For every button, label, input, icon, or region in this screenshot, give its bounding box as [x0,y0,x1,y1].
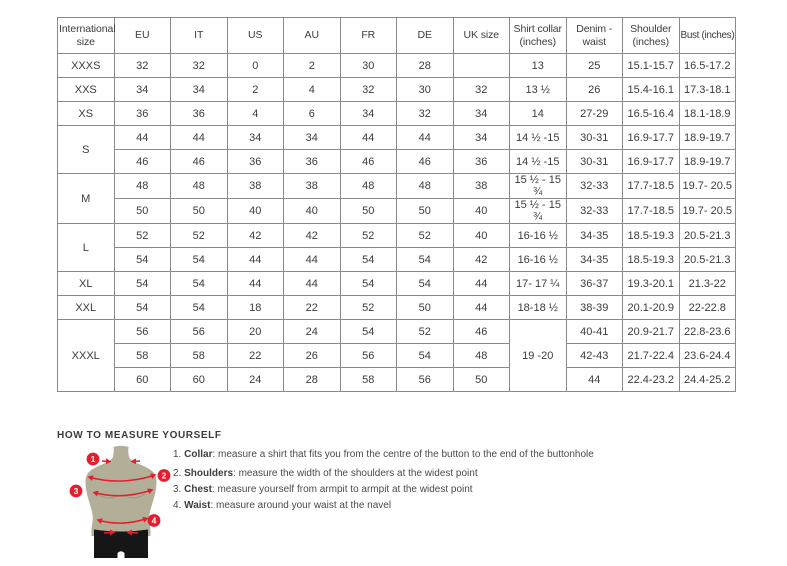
table-cell: 44 [114,126,171,150]
table-cell: 34 [453,126,510,150]
table-cell: 36 [227,150,284,174]
table-cell: 22 [284,296,341,320]
table-cell: 34 [114,78,171,102]
table-cell: 54 [397,248,454,272]
table-cell: 60 [114,368,171,392]
table-cell: 44 [171,126,228,150]
column-header: Shirt collar (inches) [510,18,567,54]
table-cell: 54 [114,272,171,296]
table-cell: 36-37 [566,272,623,296]
table-cell: 14 ½ -15 [510,150,567,174]
table-cell: 54 [114,296,171,320]
table-cell: 34 [453,102,510,126]
column-header: Shoulder (inches) [623,18,680,54]
table-cell: 18-18 ½ [510,296,567,320]
table-row [58,150,736,174]
measurement-figure-illustration [57,444,182,565]
table-cell: 44 [227,272,284,296]
table-cell: 14 ½ -15 [510,126,567,150]
table-row [58,102,736,126]
table-cell: 22.4-23.2 [623,368,680,392]
table-cell: 16.5-16.4 [623,102,680,126]
size-label-cell: S [58,126,115,174]
step-text: : measure a shirt that fits you from the centre of the button to the end of the buttonhole [212,449,594,460]
table-cell: 30 [397,78,454,102]
table-cell: 54 [114,248,171,272]
table-cell: 20 [227,320,284,344]
table-cell: 48 [171,174,228,199]
table-cell: 52 [397,224,454,248]
table-cell: 46 [397,150,454,174]
table-cell: 27-29 [566,102,623,126]
table-cell: 4 [284,78,341,102]
table-cell: 21.3-22 [679,272,736,296]
table-cell: 30-31 [566,150,623,174]
table-cell: 25 [566,54,623,78]
table-cell: 34 [227,126,284,150]
table-cell: 16.5-17.2 [679,54,736,78]
measure-section-heading: HOW TO MEASURE YOURSELF [57,430,222,441]
table-cell: 48 [453,344,510,368]
size-label-cell: XXL [58,296,115,320]
table-cell: 34-35 [566,224,623,248]
step-number: 4. [173,500,182,511]
table-cell: 48 [114,174,171,199]
collar-arrow-right [132,461,140,462]
table-cell: 54 [171,296,228,320]
measure-marker-1 [87,453,100,466]
table-cell: 58 [114,344,171,368]
step-number: 2. [173,468,182,479]
table-cell: 32-33 [566,174,623,199]
table-cell: 50 [453,368,510,392]
table-cell: 20.5-21.3 [679,248,736,272]
table-row [58,174,736,199]
table-cell [453,54,510,78]
size-table [57,17,736,392]
column-header: IT [171,18,228,54]
marker-1-number: 1 [90,454,96,464]
table-cell: 20.9-21.7 [623,320,680,344]
table-cell: 15 ½ - 15 ¾ [510,199,567,224]
table-cell: 38 [453,174,510,199]
table-cell: 50 [340,199,397,224]
table-cell: 18.1-18.9 [679,102,736,126]
table-cell: 19 -20 [510,320,567,392]
table-cell: 46 [171,150,228,174]
table-row [58,248,736,272]
table-cell: 32 [171,54,228,78]
table-cell: 34 [171,78,228,102]
measure-step [173,484,594,495]
table-cell: 18.5-19.3 [623,248,680,272]
column-header: US [227,18,284,54]
table-cell: 30 [340,54,397,78]
table-cell: 46 [340,150,397,174]
table-cell: 54 [340,272,397,296]
table-row [58,344,736,368]
table-cell: 44 [227,248,284,272]
table-cell: 56 [397,368,454,392]
column-header: FR [340,18,397,54]
table-cell: 36 [114,102,171,126]
table-cell: 34 [340,102,397,126]
step-label: Chest [184,484,212,495]
table-cell: 54 [171,248,228,272]
table-cell: 52 [397,320,454,344]
size-label-cell: XXS [58,78,115,102]
table-cell: 15 ½ - 15 ¾ [510,174,567,199]
table-cell: 44 [453,296,510,320]
column-header: AU [284,18,341,54]
table-cell: 50 [114,199,171,224]
table-cell: 54 [171,272,228,296]
table-cell: 4 [227,102,284,126]
table-cell: 44 [453,272,510,296]
table-row [58,368,736,392]
table-cell: 56 [171,320,228,344]
header-row [58,18,736,54]
table-cell: 14 [510,102,567,126]
table-cell: 42-43 [566,344,623,368]
table-cell: 32 [397,102,454,126]
table-cell: 58 [171,344,228,368]
table-cell: 32-33 [566,199,623,224]
table-cell: 22 [227,344,284,368]
step-label: Collar [184,449,213,460]
table-cell: 42 [284,224,341,248]
measure-step [173,500,594,511]
measure-marker-2 [158,469,171,482]
table-cell: 36 [284,150,341,174]
table-cell: 42 [453,248,510,272]
table-row [58,224,736,248]
table-cell: 52 [114,224,171,248]
table-row [58,126,736,150]
mannequin-shorts [94,530,148,559]
table-cell: 24 [284,320,341,344]
table-cell: 16-16 ½ [510,248,567,272]
table-cell: 20.5-21.3 [679,224,736,248]
table-row [58,54,736,78]
table-cell: 38 [227,174,284,199]
measure-step [173,468,594,479]
size-label-cell: L [58,224,115,272]
table-cell: 40-41 [566,320,623,344]
step-label: Shoulders [184,468,234,479]
table-cell: 56 [340,344,397,368]
table-cell: 40 [453,199,510,224]
table-row [58,272,736,296]
table-cell: 50 [171,199,228,224]
table-cell: 36 [171,102,228,126]
table-cell: 40 [284,199,341,224]
table-cell: 2 [227,78,284,102]
table-cell: 42 [227,224,284,248]
table-cell: 52 [340,224,397,248]
table-cell: 0 [227,54,284,78]
step-text: : measure yourself from armpit to armpit at the widest point [211,484,473,495]
size-label-cell: M [58,174,115,224]
table-row [58,199,736,224]
step-label: Waist [184,500,211,511]
table-cell: 50 [397,296,454,320]
table-cell: 15.1-15.7 [623,54,680,78]
table-cell: 16.9-17.7 [623,150,680,174]
measure-instructions-list [173,449,594,516]
table-cell: 16.9-17.7 [623,126,680,150]
table-cell: 54 [340,320,397,344]
table-cell: 22-22.8 [679,296,736,320]
table-cell: 44 [566,368,623,392]
step-number: 3. [173,484,182,495]
size-label-cell: XL [58,272,115,296]
table-cell: 34-35 [566,248,623,272]
step-text: : measure around your waist at the navel [210,500,392,511]
table-cell: 38-39 [566,296,623,320]
column-header: Denim - waist [566,18,623,54]
marker-2-number: 2 [161,470,167,481]
table-cell: 34 [284,126,341,150]
table-cell: 60 [171,368,228,392]
measure-marker-3 [70,485,83,498]
table-cell: 19.7- 20.5 [679,174,736,199]
table-cell: 19.7- 20.5 [679,199,736,224]
column-header: Bust (inches) [679,18,736,54]
table-cell: 13 [510,54,567,78]
table-cell: 58 [340,368,397,392]
table-cell: 26 [566,78,623,102]
collar-arrow-left [102,461,110,462]
table-cell: 48 [397,174,454,199]
table-cell: 44 [340,126,397,150]
column-header: DE [397,18,454,54]
table-cell: 44 [284,248,341,272]
table-cell: 19.3-20.1 [623,272,680,296]
table-cell: 23.6-24.4 [679,344,736,368]
column-header: UK size [453,18,510,54]
table-cell: 26 [284,344,341,368]
table-cell: 36 [453,150,510,174]
measure-marker-4 [148,514,161,527]
table-cell: 21.7-22.4 [623,344,680,368]
table-cell: 18.5-19.3 [623,224,680,248]
table-cell: 24 [227,368,284,392]
table-cell: 28 [284,368,341,392]
table-cell: 46 [114,150,171,174]
table-cell: 30-31 [566,126,623,150]
table-cell: 22.8-23.6 [679,320,736,344]
table-cell: 32 [340,78,397,102]
table-cell: 46 [453,320,510,344]
table-row [58,296,736,320]
table-cell: 40 [453,224,510,248]
marker-3-number: 3 [73,486,79,496]
table-cell: 6 [284,102,341,126]
table-cell: 52 [171,224,228,248]
table-cell: 56 [114,320,171,344]
table-cell: 32 [453,78,510,102]
column-header: International size [58,18,115,54]
table-cell: 54 [397,272,454,296]
table-cell: 2 [284,54,341,78]
column-header: EU [114,18,171,54]
table-cell: 18.9-19.7 [679,150,736,174]
table-cell: 54 [340,248,397,272]
table-cell: 28 [397,54,454,78]
table-row [58,320,736,344]
table-cell: 18 [227,296,284,320]
table-cell: 50 [397,199,454,224]
size-label-cell: XXXL [58,320,115,392]
table-cell: 32 [114,54,171,78]
measure-step [173,449,594,460]
table-cell: 17.7-18.5 [623,199,680,224]
marker-4-number: 4 [151,515,157,526]
step-text: : measure the width of the shoulders at the widest point [233,468,478,479]
table-cell: 52 [340,296,397,320]
table-cell: 48 [340,174,397,199]
step-number: 1. [173,449,182,460]
table-cell: 20.1-20.9 [623,296,680,320]
table-cell: 24.4-25.2 [679,368,736,392]
table-cell: 18.9-19.7 [679,126,736,150]
table-cell: 44 [284,272,341,296]
table-cell: 17.3-18.1 [679,78,736,102]
size-label-cell: XXXS [58,54,115,78]
table-cell: 54 [397,344,454,368]
waist-arrow-right [128,532,138,533]
size-label-cell: XS [58,102,115,126]
table-row [58,78,736,102]
table-cell: 44 [397,126,454,150]
table-cell: 15.4-16.1 [623,78,680,102]
waist-arrow-left [104,532,114,533]
table-cell: 13 ½ [510,78,567,102]
table-cell: 17- 17 ¼ [510,272,567,296]
table-cell: 17.7-18.5 [623,174,680,199]
table-cell: 16-16 ½ [510,224,567,248]
table-cell: 38 [284,174,341,199]
table-cell: 40 [227,199,284,224]
